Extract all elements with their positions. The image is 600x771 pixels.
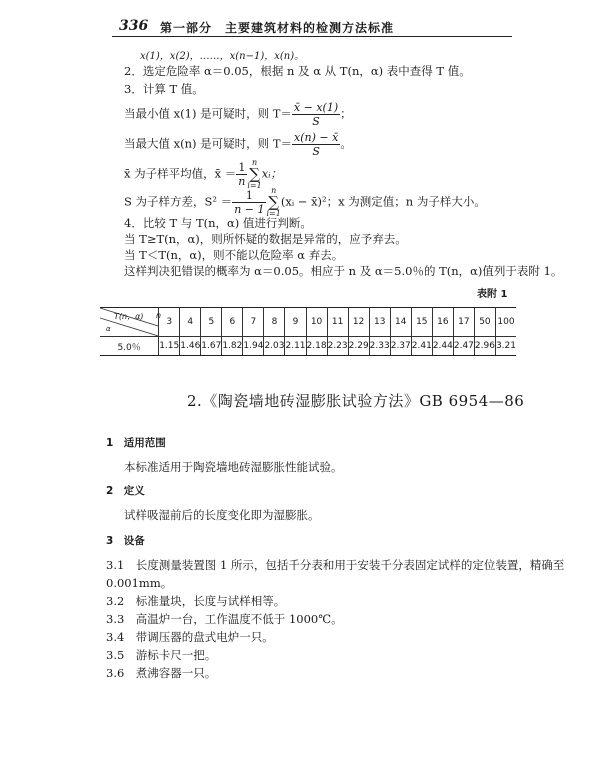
critical-value-table	[100, 307, 516, 356]
n-cell: 13	[369, 308, 390, 337]
step-4: 4．比较 T 与 T(n，α) 值进行判断。	[124, 216, 312, 230]
formula-mean-fraction	[236, 161, 247, 188]
n-cell: 7	[243, 308, 264, 337]
n-cell: 17	[453, 308, 474, 337]
formula-min-fraction	[292, 101, 340, 128]
item-3-1-cont: 0.001mm。	[106, 576, 173, 590]
step-2: 2．选定危险率 α＝0.05，根据 n 及 α 从 T(n，α) 表中查得 T 值。	[124, 64, 471, 78]
t-cell: 3.21	[495, 337, 516, 356]
t-cell: 2.47	[453, 337, 474, 356]
item-3-5: 3.5 游标卡尺一把。	[106, 648, 217, 662]
t-cell: 1.94	[243, 337, 264, 356]
corner-label-alpha: α	[106, 325, 111, 333]
item-3-6: 3.6 煮沸容器一只。	[106, 666, 217, 680]
t-cell: 2.33	[369, 337, 390, 356]
t-cell: 2.11	[285, 337, 306, 356]
para-definition: 试样吸湿前后的长度变化即为湿膨胀。	[124, 508, 320, 522]
formula-mean-end: xᵢ；	[261, 166, 283, 181]
formula-mean-denominator: n	[238, 175, 246, 188]
corner-label-n: n	[156, 311, 162, 320]
table-value-row	[100, 337, 516, 356]
heading-equipment: 3 设备	[106, 535, 145, 547]
formula-mean-text: x̄ 为子样平均值，x̄ ＝	[124, 166, 237, 181]
heading-definition: 2 定义	[106, 485, 145, 497]
formula-mean	[124, 159, 282, 190]
running-title: 第一部分 主要建筑材料的检测方法标准	[160, 21, 395, 35]
sum-upper-limit: n	[251, 158, 258, 167]
table-caption: 表附 1	[477, 289, 508, 300]
n-cell: 16	[432, 308, 453, 337]
item-3-3: 3.3 高温炉一台，工作温度不低于 1000℃。	[106, 612, 343, 626]
formula-min-end: ；	[340, 106, 352, 121]
formula-max-denominator: S	[312, 145, 320, 158]
section-title: 2.《陶瓷墙地砖湿膨胀试验方法》GB 6954—86	[187, 392, 525, 410]
formula-variance-text: S 为子样方差，S² ＝	[124, 194, 233, 209]
formula-variance-numerator: 1	[232, 189, 266, 203]
t-cell: 2.23	[327, 337, 348, 356]
formula-max-end: 。	[340, 136, 352, 151]
sum-symbol-2	[266, 187, 280, 218]
page-number: 336	[119, 18, 149, 34]
table-header-row	[100, 308, 516, 337]
n-cell: 4	[180, 308, 201, 337]
formula-max-text: 当最大值 x(n) 是可疑时，则 T＝	[124, 136, 293, 151]
item-3-1: 3.1 长度测量装置图 1 所示，包括千分表和用于安装千分表固定试样的定位装置，精确至	[106, 558, 565, 572]
table-corner-cell	[100, 308, 162, 337]
formula-variance-denominator: n − 1	[234, 203, 265, 216]
sum-2-upper-limit: n	[271, 186, 277, 195]
t-cell: 2.44	[432, 337, 453, 356]
conclusion: 这样判决犯错误的概率为 α＝0.05。相应于 n 及 α＝5.0％的 T(n，α)值列于表附 1。	[124, 264, 563, 278]
t-cell: 2.18	[306, 337, 327, 356]
formula-min	[124, 101, 352, 128]
t-cell: 2.37	[390, 337, 411, 356]
step-3: 3．计算 T 值。	[124, 82, 204, 96]
n-cell: 3	[159, 308, 180, 337]
sum-2-lower-limit: i=1	[266, 209, 281, 218]
n-cell: 50	[474, 308, 495, 337]
formula-max-numerator: x(n) − x̄	[294, 131, 339, 144]
formula-min-text: 当最小值 x(1) 是可疑时，则 T＝	[124, 106, 292, 121]
header-rule	[112, 36, 512, 37]
row-label: 5.0％	[100, 337, 159, 356]
n-cell: 12	[348, 308, 369, 337]
n-cell: 15	[411, 308, 432, 337]
n-cell: 11	[327, 308, 348, 337]
formula-max	[124, 131, 352, 158]
n-cell: 5	[201, 308, 222, 337]
sum-2-sigma: ∑	[268, 193, 280, 211]
sum-lower-limit: i=1	[247, 181, 262, 190]
n-cell: 6	[222, 308, 243, 337]
t-cell: 1.15	[159, 337, 180, 356]
para-scope: 本标准适用于陶瓷墙地砖湿膨胀性能试验。	[124, 460, 343, 474]
item-3-2: 3.2 标准量块，长度与试样相等。	[106, 594, 286, 608]
t-cell: 2.03	[264, 337, 285, 356]
t-cell: 1.46	[180, 337, 201, 356]
formula-variance-end: (xᵢ − x̄)²；x 为测定值；n 为子样大小。	[280, 194, 486, 209]
sum-symbol	[247, 159, 261, 190]
sorted-sequence: x(1)，x(2)，……，x(n−1)，x(n)。	[140, 51, 305, 62]
sum-sigma: ∑	[249, 165, 260, 183]
heading-scope: 1 适用范围	[106, 437, 166, 449]
formula-max-fraction	[292, 131, 340, 158]
formula-variance-fraction	[232, 189, 266, 216]
formula-mean-numerator: 1	[236, 161, 247, 175]
t-cell: 1.67	[201, 337, 222, 356]
rule-reject: 当 T≥T(n，α)，则所怀疑的数据是异常的，应予弃去。	[124, 232, 407, 246]
n-cell: 10	[306, 308, 327, 337]
item-3-4: 3.4 带调压器的盘式电炉一只。	[106, 630, 274, 644]
t-cell: 2.29	[348, 337, 369, 356]
t-cell: 1.82	[222, 337, 243, 356]
n-cell: 14	[390, 308, 411, 337]
formula-variance	[124, 187, 486, 218]
n-cell: 100	[495, 308, 516, 337]
formula-min-denominator: S	[312, 115, 320, 128]
t-cell: 2.41	[411, 337, 432, 356]
formula-min-numerator: x̄ − x(1)	[293, 101, 339, 114]
corner-label-t: T(n，α)	[114, 312, 144, 321]
n-cell: 8	[264, 308, 285, 337]
n-cell: 9	[285, 308, 306, 337]
t-cell: 2.96	[474, 337, 495, 356]
rule-keep: 当 T＜T(n，α)，则不能以危险率 α 弃去。	[124, 248, 344, 262]
